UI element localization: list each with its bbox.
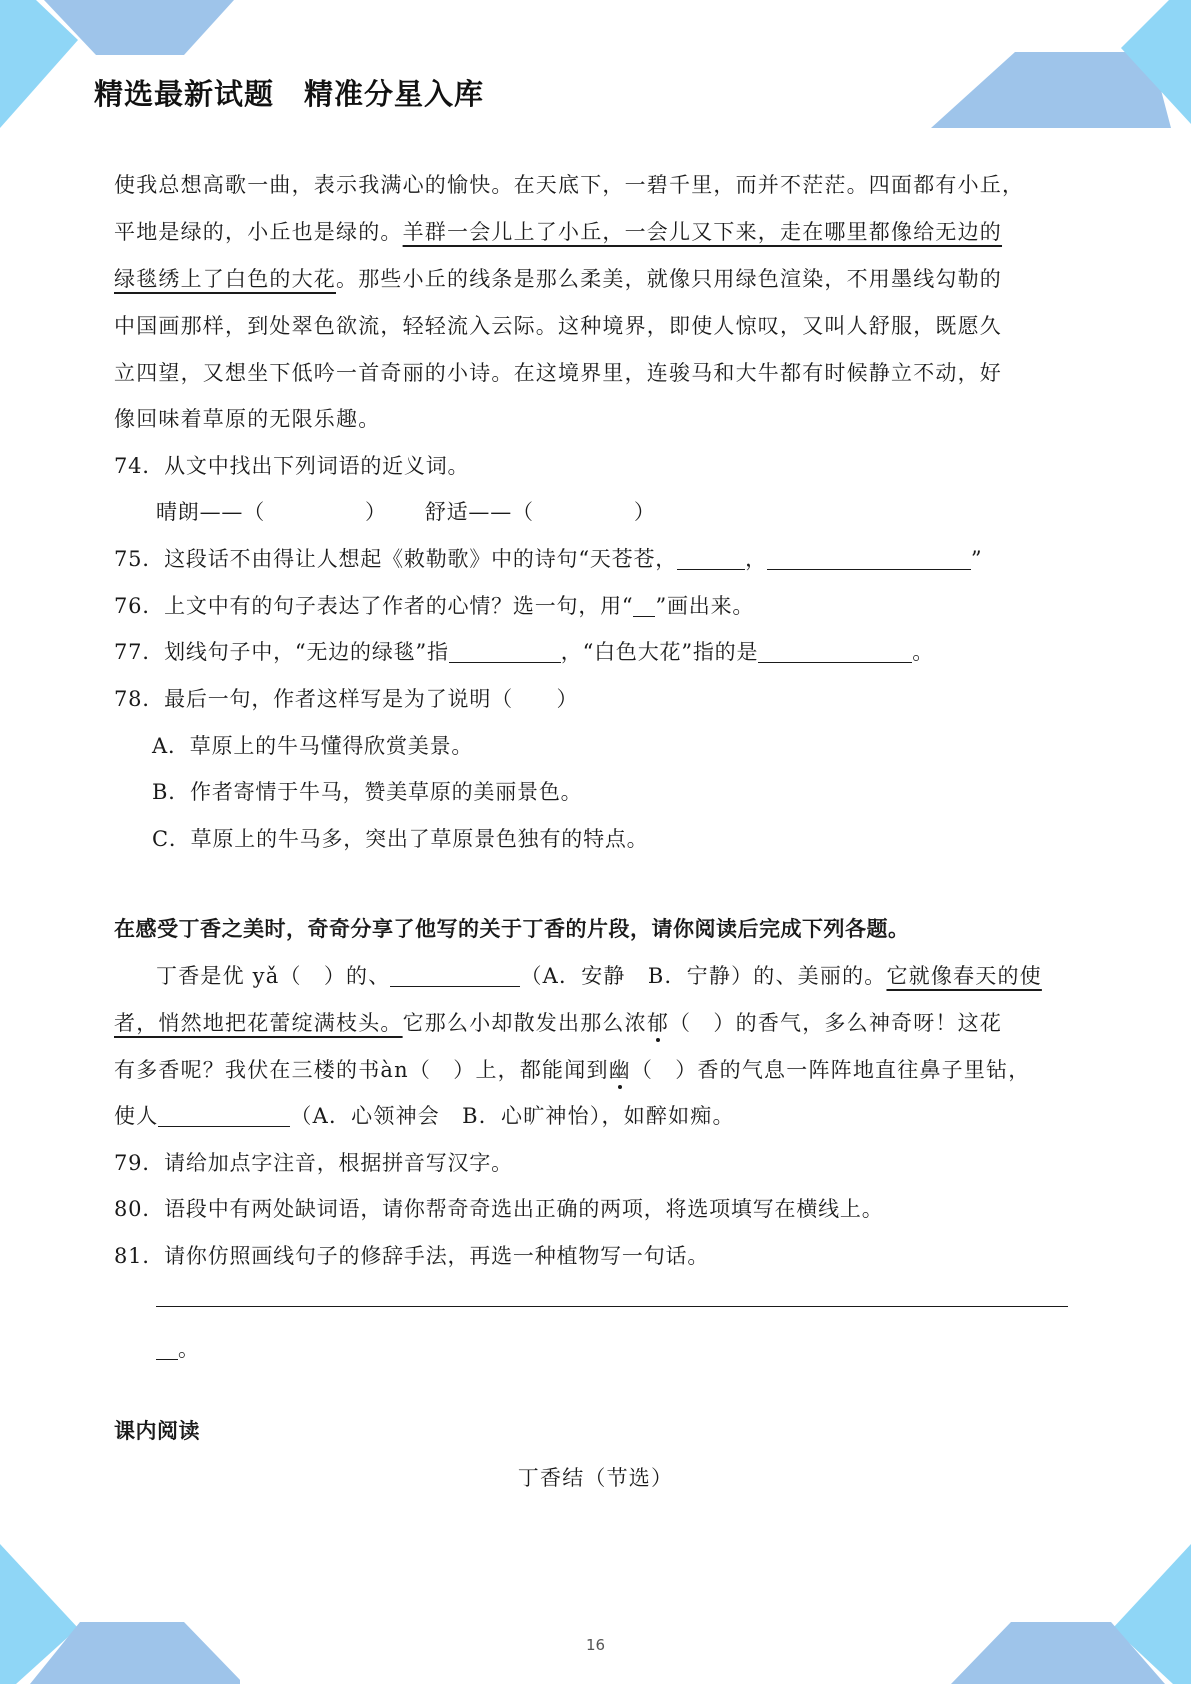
option-c[interactable]: C．草原上的牛马多，突出了草原景色独有的特点。 [152, 827, 649, 851]
answer-blank[interactable] [758, 640, 912, 663]
passage-text: （ ）的香气，多么神奇呀！这花 [669, 1011, 1003, 1035]
question-text: ”画出来。 [655, 594, 755, 618]
question-text: ， [745, 547, 767, 571]
underlined-sentence: 它就像春天的使 [886, 964, 1042, 988]
bracket-close: ） [633, 500, 656, 524]
passage-text: （A．安静 B．宁静）的、美丽的。 [520, 964, 887, 988]
passage-text: 使人 [114, 1104, 159, 1128]
passage-text: 平地是绿的，小丘也是绿的。 [114, 220, 403, 244]
synonym-item-label: 晴朗——（ [156, 500, 265, 524]
page-number: 16 [585, 1636, 606, 1654]
question-75 [114, 544, 982, 574]
passage-text: （A．心领神会 B．心旷神怡），如醉如痴。 [290, 1104, 735, 1128]
answer-blank[interactable] [156, 1337, 178, 1360]
question-text: 77．划线句子中，“无边的绿毯”指 [114, 640, 449, 664]
header-title: 精选最新试题 精准分星入库 [94, 77, 485, 111]
reading-title: 丁香结（节选） [517, 1466, 674, 1490]
section-heading: 课内阅读 [114, 1419, 200, 1443]
question-text: 。 [912, 640, 935, 664]
dotted-character: 幽 [608, 1058, 631, 1082]
passage-line [114, 217, 1002, 247]
corner-decoration-bottom-left [0, 1544, 240, 1684]
question-79: 79．请给加点字注音，根据拼音写汉字。 [114, 1151, 513, 1175]
answer-blank[interactable] [449, 640, 561, 663]
question-78: 78．最后一句，作者这样写是为了说明（ ） [114, 687, 579, 711]
answer-line[interactable] [156, 1306, 1068, 1307]
passage-line: 中国画那样，到处翠色欲流，轻轻流入云际。这种境界，即使人惊叹，又叫人舒服，既愿久 [114, 314, 1002, 338]
dotted-character: 郁 [646, 1011, 670, 1035]
passage-text: 有多香呢？我伏在三楼的书àn（ ）上，都能闻到 [114, 1058, 609, 1082]
question-76 [114, 591, 754, 621]
passage-text: 它那么小却散发出那么浓 [402, 1011, 647, 1035]
question-74-items [156, 497, 656, 527]
underlined-sentence: 羊群一会儿上了小丘，一会儿又下来，走在哪里都像给无边的 [402, 220, 1003, 244]
answer-line-end [156, 1334, 200, 1364]
period: 。 [178, 1337, 200, 1361]
passage-line [114, 264, 1002, 294]
passage-text: （ ）香的气息一阵阵地直往鼻子里钻， [630, 1058, 1031, 1082]
underline-mark [633, 594, 655, 617]
passage-text: 丁香是优 yǎ（ ）的、 [156, 964, 391, 988]
option-a[interactable]: A．草原上的牛马懂得欣赏美景。 [152, 734, 474, 758]
answer-blank[interactable] [677, 547, 745, 570]
option-b[interactable]: B．作者寄情于牛马，赞美草原的美丽景色。 [152, 780, 583, 804]
passage-line: 像回味着草原的无限乐趣。 [114, 407, 381, 431]
underlined-sentence: 者，悄然地把花蕾绽满枝头。 [114, 1011, 403, 1035]
passage-line [114, 1055, 1030, 1085]
section-heading: 在感受丁香之美时，奇奇分享了他写的关于丁香的片段，请你阅读后完成下列各题。 [114, 917, 910, 941]
corner-decoration-bottom-right [951, 1544, 1191, 1684]
question-text: 76．上文中有的句子表达了作者的心情？选一句，用“ [114, 594, 634, 618]
passage-line: 立四望，又想坐下低吟一首奇丽的小诗。在这境界里，连骏马和大牛都有时候静立不动，好 [114, 361, 1002, 385]
question-text: ，“白色大花”指的是 [560, 640, 759, 664]
question-text: 75．这段话不由得让人想起《敕勒歌》中的诗句“天苍苍， [114, 547, 678, 571]
synonym-item-label: 舒适——（ [424, 500, 534, 524]
question-text: ” [970, 547, 983, 571]
passage-text: 。那些小丘的线条是那么柔美，就像只用绿色渲染，不用墨线勾勒的 [336, 267, 1002, 291]
underlined-sentence: 绿毯绣上了白色的大花 [114, 267, 336, 291]
corner-decoration-top-right [931, 0, 1191, 130]
passage-line [114, 961, 1042, 991]
question-81: 81．请你仿照画线句子的修辞手法，再选一种植物写一句话。 [114, 1244, 710, 1268]
passage-line [114, 1008, 1002, 1038]
answer-blank[interactable] [158, 1104, 290, 1127]
passage-line [114, 1101, 735, 1131]
answer-blank[interactable] [390, 964, 520, 987]
question-80: 80．语段中有两处缺词语，请你帮奇奇选出正确的两项，将选项填写在横线上。 [114, 1197, 884, 1221]
answer-blank[interactable] [767, 547, 971, 570]
question-77 [114, 637, 934, 667]
passage-line: 使我总想高歌一曲，表示我满心的愉快。在天底下，一碧千里，而并不茫茫。四面都有小丘， [114, 173, 1025, 197]
bracket-close: ） [365, 500, 387, 524]
question-74: 74．从文中找出下列词语的近义词。 [114, 454, 470, 478]
